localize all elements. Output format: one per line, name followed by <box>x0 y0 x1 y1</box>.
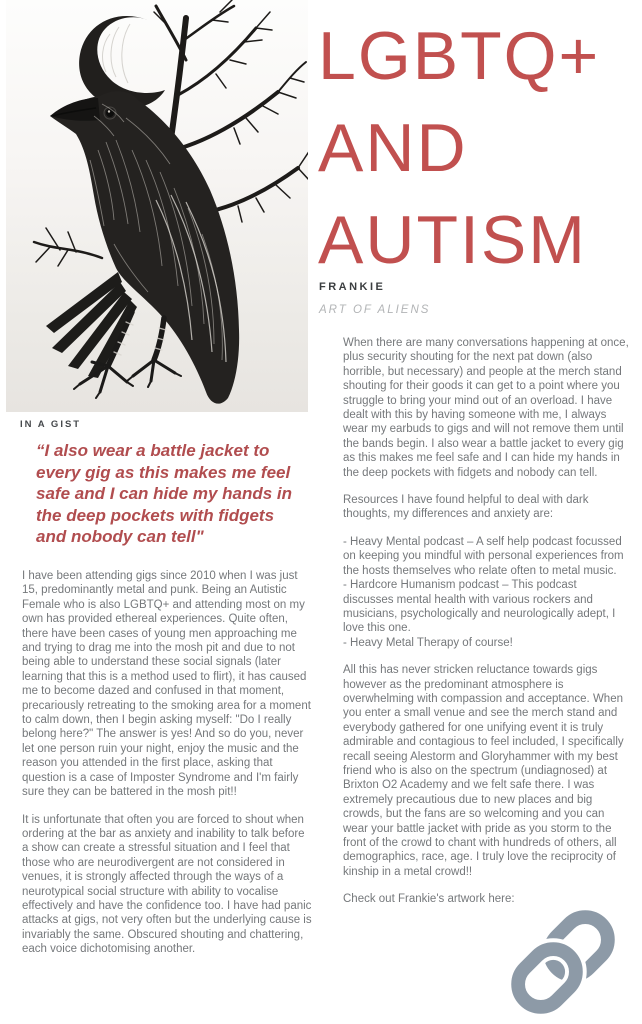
title-line-1: LGBTQ+ <box>318 18 601 94</box>
publication-name: ART OF ALIENS <box>319 304 431 316</box>
resource-item-2: - Hardcore Humanism podcast – This podcast discusses mental health with various rockers and musicians, psychologically and neurologically adept, I love this one. <box>343 579 616 635</box>
left-paragraph-2: It is unfortunate that often you are forced to shout when ordering at the bar as anxiety and inability to talk before a show can create a stressful situation and I feel that those who are neurodivergent are not considered in venues, it is strongly affected through the ways of a neurotypical social structure with ability to vocalise effectively and have the confidence too. I have had panic attacks at gigs, not very often but the underlying cause is invariably the same. Obscured shouting and chattering, each voice dichotomising another. <box>22 813 312 956</box>
right-paragraph-1: When there are many conversations happening at once, plus security shouting for the next pat down (also horrible, but necessary) and people at the merch stand shouting for their goods it can get to a point where you struggle to bring your mind out of an overload. I have dealt with this by having someone with me, I always wear my earbuds to gigs and will not remove them until the bands begin. I also wear a battle jacket to every gig as this makes me feel safe and I can hide my hands in the deep pockets with fidgets and nobody can tell. <box>343 337 629 479</box>
left-paragraph-1: I have been attending gigs since 2010 when I was just 15, predominantly metal and punk. Being an Autistic Female who is also LGBTQ+ and attending most on my own has provided ethereal experiences. Quite often, there have been cases of young men approaching me and trying to drag me into the mosh pit and due to not being able to understand these social signals (later learning that this is a method used to flirt), it has caused me to become dazed and confused in that moment, precariously retreating to the smoking area for a moment to calm down, then I begin asking myself: "Do I really belong here?" The answer is yes! And so do you, never let one person ruin your night, enjoy the music and the reason you attended in the first place, asking that question is a case of Imposter Syndrome and I'm fairly sure they can be battered in the mosh pit!! <box>22 570 311 799</box>
right-paragraph-3: All this has never stricken reluctance towards gigs however as the predominant atmosphere is overwhelming with compassion and acceptance. When you enter a small venue and see the merch stand and everybody gathered for one unifying event it is truly admirable and contagious to feel included, I specifically recall seeing Alestorm and Gloryhammer with my best friend who is also on the spectrum (undiagnosed) at Brixton O2 Academy and we felt safe there. I was extremely precautious due to new places and big crowds, but the fans are so welcoming and you can wear your battle jacket with pride as you storm to the front of the crowd to chant with hundreds of others, all demographics, race, age. I truly love the reciprocity of kinship in a metal crowd!! <box>343 664 624 878</box>
page-title <box>318 10 638 286</box>
author-name: FRANKIE <box>319 281 386 293</box>
title-line-3: AUTISM <box>318 202 587 278</box>
gist-label: IN A GIST <box>20 419 82 430</box>
pull-quote: “I also wear a battle jacket to every gig as this makes me feel safe and I can hide my hands in the deep pockets with fidgets and nobody can tell" <box>36 441 293 546</box>
artwork-link-caption: Check out Frankie's artwork here: <box>343 893 515 906</box>
right-column <box>343 336 629 907</box>
right-paragraph-2: Resources I have found helpful to deal with dark thoughts, my differences and anxiety are: <box>343 494 589 521</box>
title-line-2: AND <box>318 110 468 186</box>
chain-link-icon[interactable] <box>504 903 622 1021</box>
artwork-photo <box>6 0 308 412</box>
left-column <box>22 569 312 957</box>
resource-item-3: - Heavy Metal Therapy of course! <box>343 636 513 649</box>
resource-item-1: - Heavy Mental podcast – A self help podcast focussed on keeping you mindful with personal experiences from the hosts themselves who relate often to metal music. <box>343 535 624 577</box>
resources-list <box>343 535 629 650</box>
raven-illustration <box>6 0 308 412</box>
